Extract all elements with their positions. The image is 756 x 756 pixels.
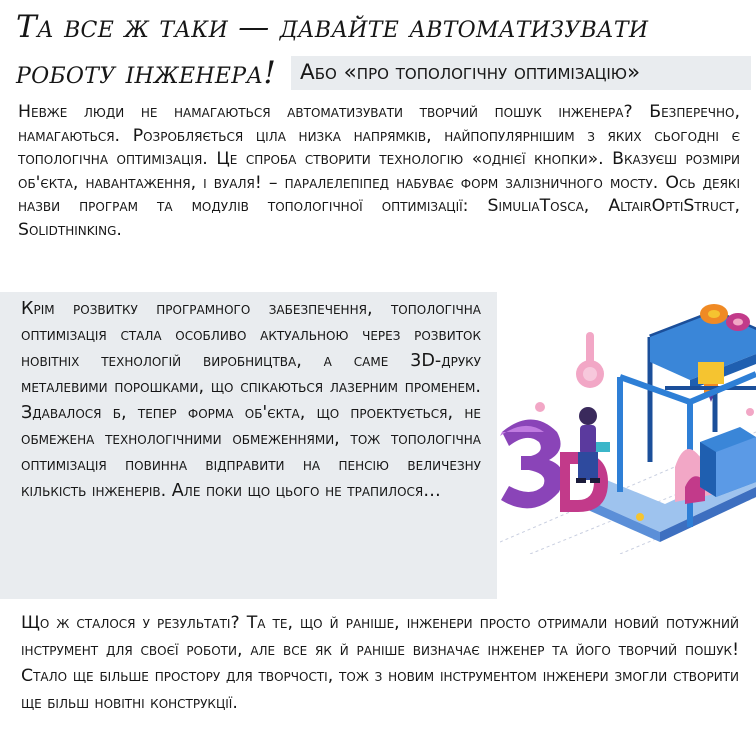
- subtitle: Або «про топологічну оптимізацію»: [300, 60, 641, 85]
- title-line-2: роботу інженера!: [16, 55, 277, 91]
- paragraph-result: Що ж сталося у результаті? Та те, що й раніше, інженери просто отримали новий потужний інструмент для своєї роботи, але все як й раніше визначає інженер та його творчий пошук! Стало ще більше простору для творчості, тож з новим інструментом інженери змогли створити ще більш новітні конструкції.: [21, 613, 739, 713]
- paragraph-intro: Невже люди не намагаються автоматизувати творчий пошук інженера? Безперечно, намагаються. Розробляється ціла низка напрямків, найпопулярнішим з яких сьогодні є топологічна оптимізація. Це спроба створити технологію «однієї кнопки». Вказуєш розміри об'єкта, навантаження, і вуаля! – паралелепіпед набуває форм залізничного мосту. Ось деякі назви програм та модулів топологічної оптимізації: SimuliaTosca, AltairOptiStruct, Solidthinking.: [18, 102, 740, 240]
- title-line-1: Та все ж таки — давайте автоматизувати: [16, 9, 649, 45]
- paragraph-3d-printing: Крім розвитку програмного забезпечення, топологічна оптимізація стала особливо актуальною через розвиток новітніх технологій виробництва, а саме 3D-друку металевими порошками, що спікаються лазерним променем. Здавалося б, тепер форма об'єкта, що проектується, не обмежена технологічними обмеженнями, тож топологічна оптимізація повинна відправити на пенсію величезну кількість інженерів. Але поки що цього не трапилося…: [21, 299, 481, 501]
- 3d-printer-illustration-icon: [500, 292, 756, 554]
